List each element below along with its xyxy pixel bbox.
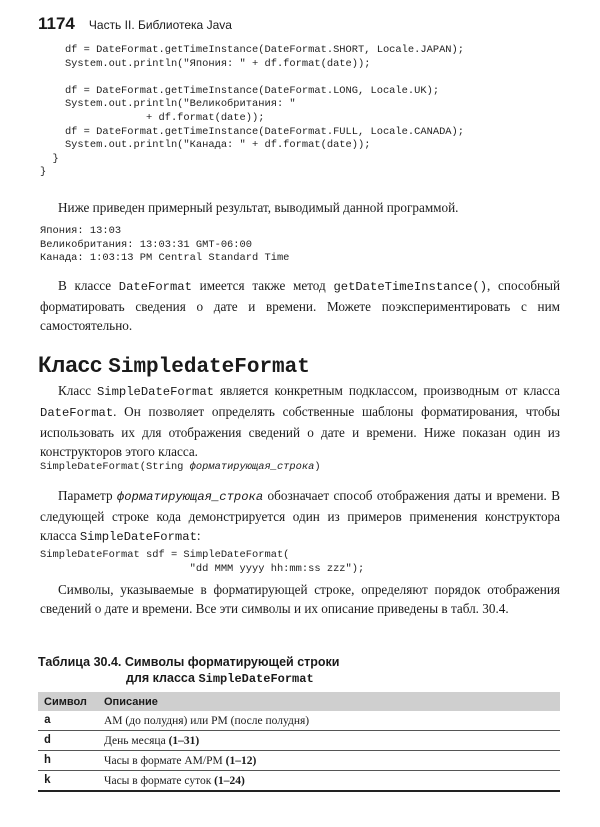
description-cell [98, 771, 560, 792]
output-line: Канада: 1:03:13 PM Central Standard Time [40, 252, 290, 265]
code-param: форматирующая_строка [189, 461, 315, 473]
desc-text: AM (до полудня) или PM (после полудня) [104, 714, 310, 727]
description-cell [98, 751, 560, 771]
paragraph-param [40, 486, 560, 547]
desc-text: Часы в формате AM/PM [104, 754, 226, 767]
text-run: : [196, 528, 201, 543]
code-listing-top [40, 44, 464, 180]
table-row [38, 751, 560, 771]
text-run: , способный форматировать сведения о дате и времени. Можете поэкспериментировать с ним самостоятельно. [40, 278, 561, 333]
text-run: В классе [58, 278, 119, 293]
text-run: Параметр [58, 488, 117, 503]
code-line: System.out.println("Канада: " + df.format(date)); [40, 139, 371, 152]
code-line: + df.format(date)); [40, 111, 265, 124]
title-code: SimpleDateFormat [198, 672, 314, 686]
output-line: Япония: 13:03 [40, 225, 122, 237]
paragraph-symbols: Символы, указываемые в форматирующей строке, определяют порядок отображения сведений о дате и времени. Все эти символы и их описание приведены в табл. 30.4. [40, 582, 560, 616]
table-title [38, 654, 558, 687]
code-text: SimpleDateFormat(String [40, 461, 190, 473]
code-line: System.out.println("Великобритания: " [40, 98, 296, 111]
running-title: Часть II. Библиотека Java [88, 18, 232, 32]
paragraph-result-intro: Ниже приведен примерный результат, выводимый данной программой. [58, 200, 459, 215]
running-header [38, 14, 232, 34]
paragraph-class-intro [40, 381, 560, 461]
code-line: System.out.println("Япония: " + df.format(date)); [40, 57, 371, 70]
description-cell [98, 711, 560, 731]
desc-text: День месяца [104, 734, 169, 747]
heading-code: SimpledateFormat [108, 356, 310, 379]
desc-range: (1–31) [168, 734, 200, 747]
code-line: df = DateFormat.getTimeInstance(DateFormat.SHORT, Locale.JAPAN); [40, 44, 465, 56]
code-line: } [40, 152, 59, 165]
symbols-table [38, 692, 560, 792]
inline-code: SimpleDateFormat [79, 530, 197, 544]
column-header: Символ [38, 692, 98, 711]
paragraph-datetime-method [40, 276, 560, 335]
output-line: Великобритания: 13:03:31 GMT-06:00 [40, 238, 253, 251]
desc-range: (1–24) [214, 774, 245, 787]
desc-range: (1–12) [225, 754, 257, 767]
code-line: SimpleDateFormat sdf = SimpleDateFormat( [40, 549, 290, 561]
program-output [40, 225, 289, 266]
inline-code: SimpleDateFormat [96, 385, 214, 399]
column-header: Описание [98, 692, 560, 711]
symbol-cell: d [38, 731, 98, 751]
desc-text: Часы в формате суток [104, 774, 215, 787]
constructor-signature [40, 461, 321, 475]
title-text: для класса [126, 671, 199, 685]
description-cell [98, 731, 560, 751]
table-title-line [38, 670, 558, 687]
text-run: обозначает способ отображения даты и времени. В следующей строке кода демонстрируется один из примеров применения конструктора класса [40, 488, 560, 543]
section-heading [38, 352, 310, 379]
symbol-cell: h [38, 751, 98, 771]
table-row [38, 771, 560, 792]
text-run: имеется также метод [191, 278, 334, 293]
table-header-row [38, 692, 560, 711]
code-line: df = DateFormat.getTimeInstance(DateFormat.LONG, Locale.UK); [40, 84, 440, 97]
heading-text: Класс [38, 352, 109, 377]
page-number: 1174 [38, 14, 75, 33]
symbol-cell: k [38, 771, 98, 792]
text-run: является конкретным подклассом, производным от класса [214, 383, 560, 398]
text-run: Класс [58, 383, 97, 398]
code-example [40, 549, 364, 576]
table-row [38, 711, 560, 731]
code-line: "dd MMM yyyy hh:mm:ss zzz"); [40, 562, 365, 575]
table-row [38, 731, 560, 751]
symbol-cell: a [38, 711, 98, 731]
inline-code: DateFormat [40, 406, 114, 420]
code-line: df = DateFormat.getTimeInstance(DateFormat.FULL, Locale.CANADA); [40, 125, 465, 138]
text-run: . Он позволяет определять собственные шаблоны форматирования, чтобы использовать их для отображения сведений о дате и времени. Ниже показан один из конструкторов этого класса. [40, 404, 560, 459]
code-line: } [40, 166, 47, 179]
code-text: ) [314, 461, 321, 473]
table-title-line: Таблица 30.4. Символы форматирующей строки [38, 655, 340, 669]
inline-code: DateFormat [118, 280, 192, 294]
inline-param: форматирующая_строка [116, 490, 264, 504]
inline-code: getDateTimeInstance() [333, 280, 488, 294]
